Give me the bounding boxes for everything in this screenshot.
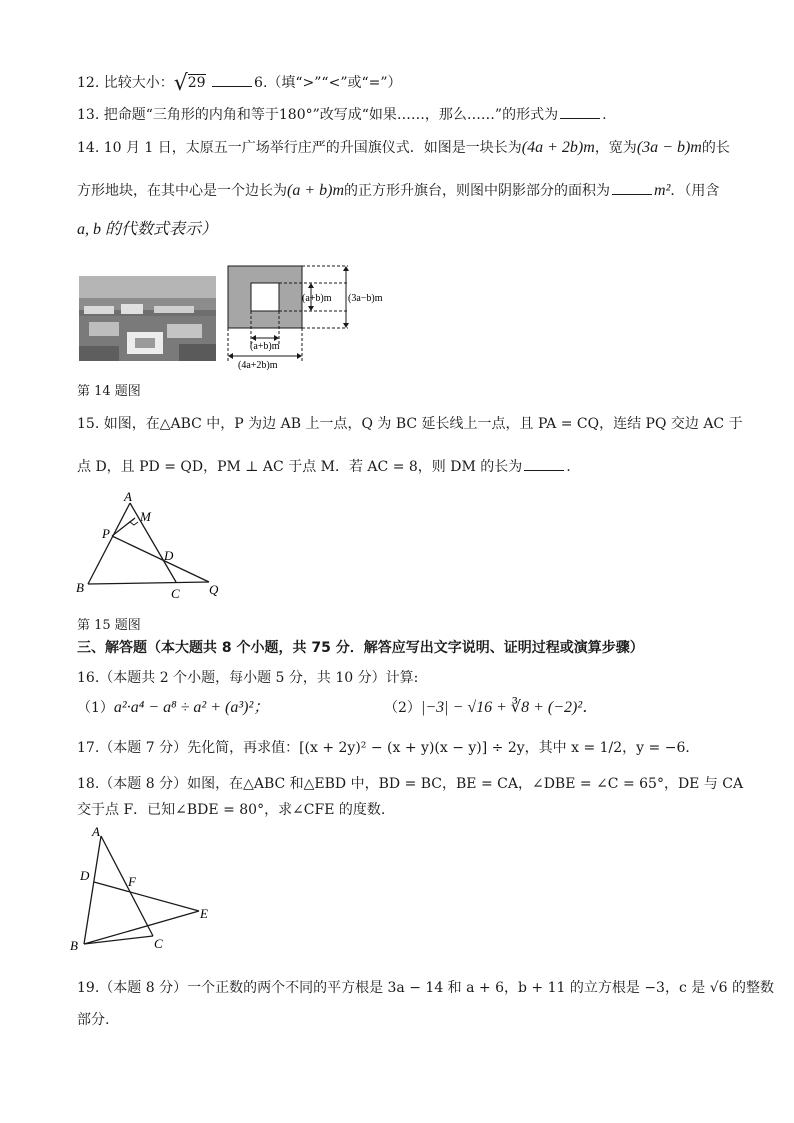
pt15-C: C (171, 586, 180, 601)
figure-15 (72, 490, 232, 602)
pt18-F: F (128, 874, 136, 889)
pt15-A: A (124, 490, 132, 504)
pt15-M: M (140, 509, 151, 524)
fig14-label-outer: (4a+2b)m (238, 360, 278, 371)
answer-blank (212, 72, 252, 87)
pt15-Q: Q (209, 582, 219, 597)
figure-14 (224, 262, 404, 372)
pt15-D: D (164, 548, 174, 563)
pt15-B: B (76, 580, 84, 595)
question-16-part2: （2）|−3| − √16 + ∛8 + (−2)²． (384, 699, 599, 716)
question-19-line1: 19.（本题 8 分）一个正数的两个不同的平方根是 3a − 14 和 a + 6，b + 11 的立方根是 −3，c 是 √6 的整数 (77, 980, 774, 996)
question-13: 13. 把命题“三角形的内角和等于180°”改写成“如果……，那么……”的形式为 . (77, 104, 607, 125)
figure-18 (66, 822, 226, 952)
plaza-photo (79, 276, 216, 361)
figure-14-caption: 第 14 题图 (77, 384, 141, 399)
fig14-label-height: (3a−b)m (348, 293, 383, 304)
question-16-intro: 16.（本题共 2 个小题，每小题 5 分，共 10 分）计算: (77, 670, 419, 686)
answer-blank (524, 456, 564, 471)
question-18-line1: 18.（本题 8 分）如图，在△ABC 和△EBD 中，BD = BC，BE = CA，∠DBE = ∠C = 65°，DE 与 CA (77, 776, 744, 792)
pt18-B: B (70, 938, 78, 952)
question-15-line2: 点 D，且 PD = QD，PM ⊥ AC 于点 M．若 AC = 8，则 DM 的长为 . (77, 456, 571, 477)
pt15-P: P (102, 526, 110, 541)
question-16-part1: （1）a²·a⁴ − a⁸ ÷ a² + (a³)²； (77, 699, 270, 716)
pt18-A: A (92, 824, 100, 839)
question-14-line2: 方形地块，在其中心是一个边长为(a + b)m的正方形升旗台，则图中阴影部分的面积为 m²．（用含 (77, 182, 720, 199)
fig14-label-side: (a+b)m (302, 293, 332, 304)
figure-15-caption: 第 15 题图 (77, 618, 141, 633)
pt18-C: C (154, 936, 163, 951)
question-14-line1: 14. 10 月 1 日，太原五一广场举行庄严的升国旗仪式．如图是一块长为(4a + 2b)m，宽为(3a − b)m的长 (77, 139, 730, 156)
pt18-D: D (80, 868, 90, 883)
question-18-line2: 交于点 F．已知∠BDE = 80°，求∠CFE 的度数. (77, 802, 386, 818)
question-15-line1: 15. 如图，在△ABC 中，P 为边 AB 上一点，Q 为 BC 延长线上一点，且 PA = CQ，连结 PQ 交边 AC 于 (77, 416, 743, 432)
question-19-line2: 部分. (77, 1012, 110, 1028)
fig14-label-inner: (a+b)m (250, 341, 280, 352)
pt18-E: E (200, 906, 208, 921)
answer-blank (612, 180, 652, 195)
answer-blank (560, 104, 600, 119)
question-14-line3: a, b 的代数式表示） (77, 221, 218, 238)
question-12: 12. 比较大小：√29 6.（填“>”“<”或“=”） (77, 71, 402, 96)
question-17: 17.（本题 7 分）先化简，再求值：[(x + 2y)² − (x + y)(x − y)] ÷ 2y，其中 x = 1/2，y = −6． (77, 740, 700, 756)
section-3-title: 三、解答题（本大题共 8 个小题，共 75 分．解答应写出文字说明、证明过程或演算步骤） (77, 640, 644, 656)
